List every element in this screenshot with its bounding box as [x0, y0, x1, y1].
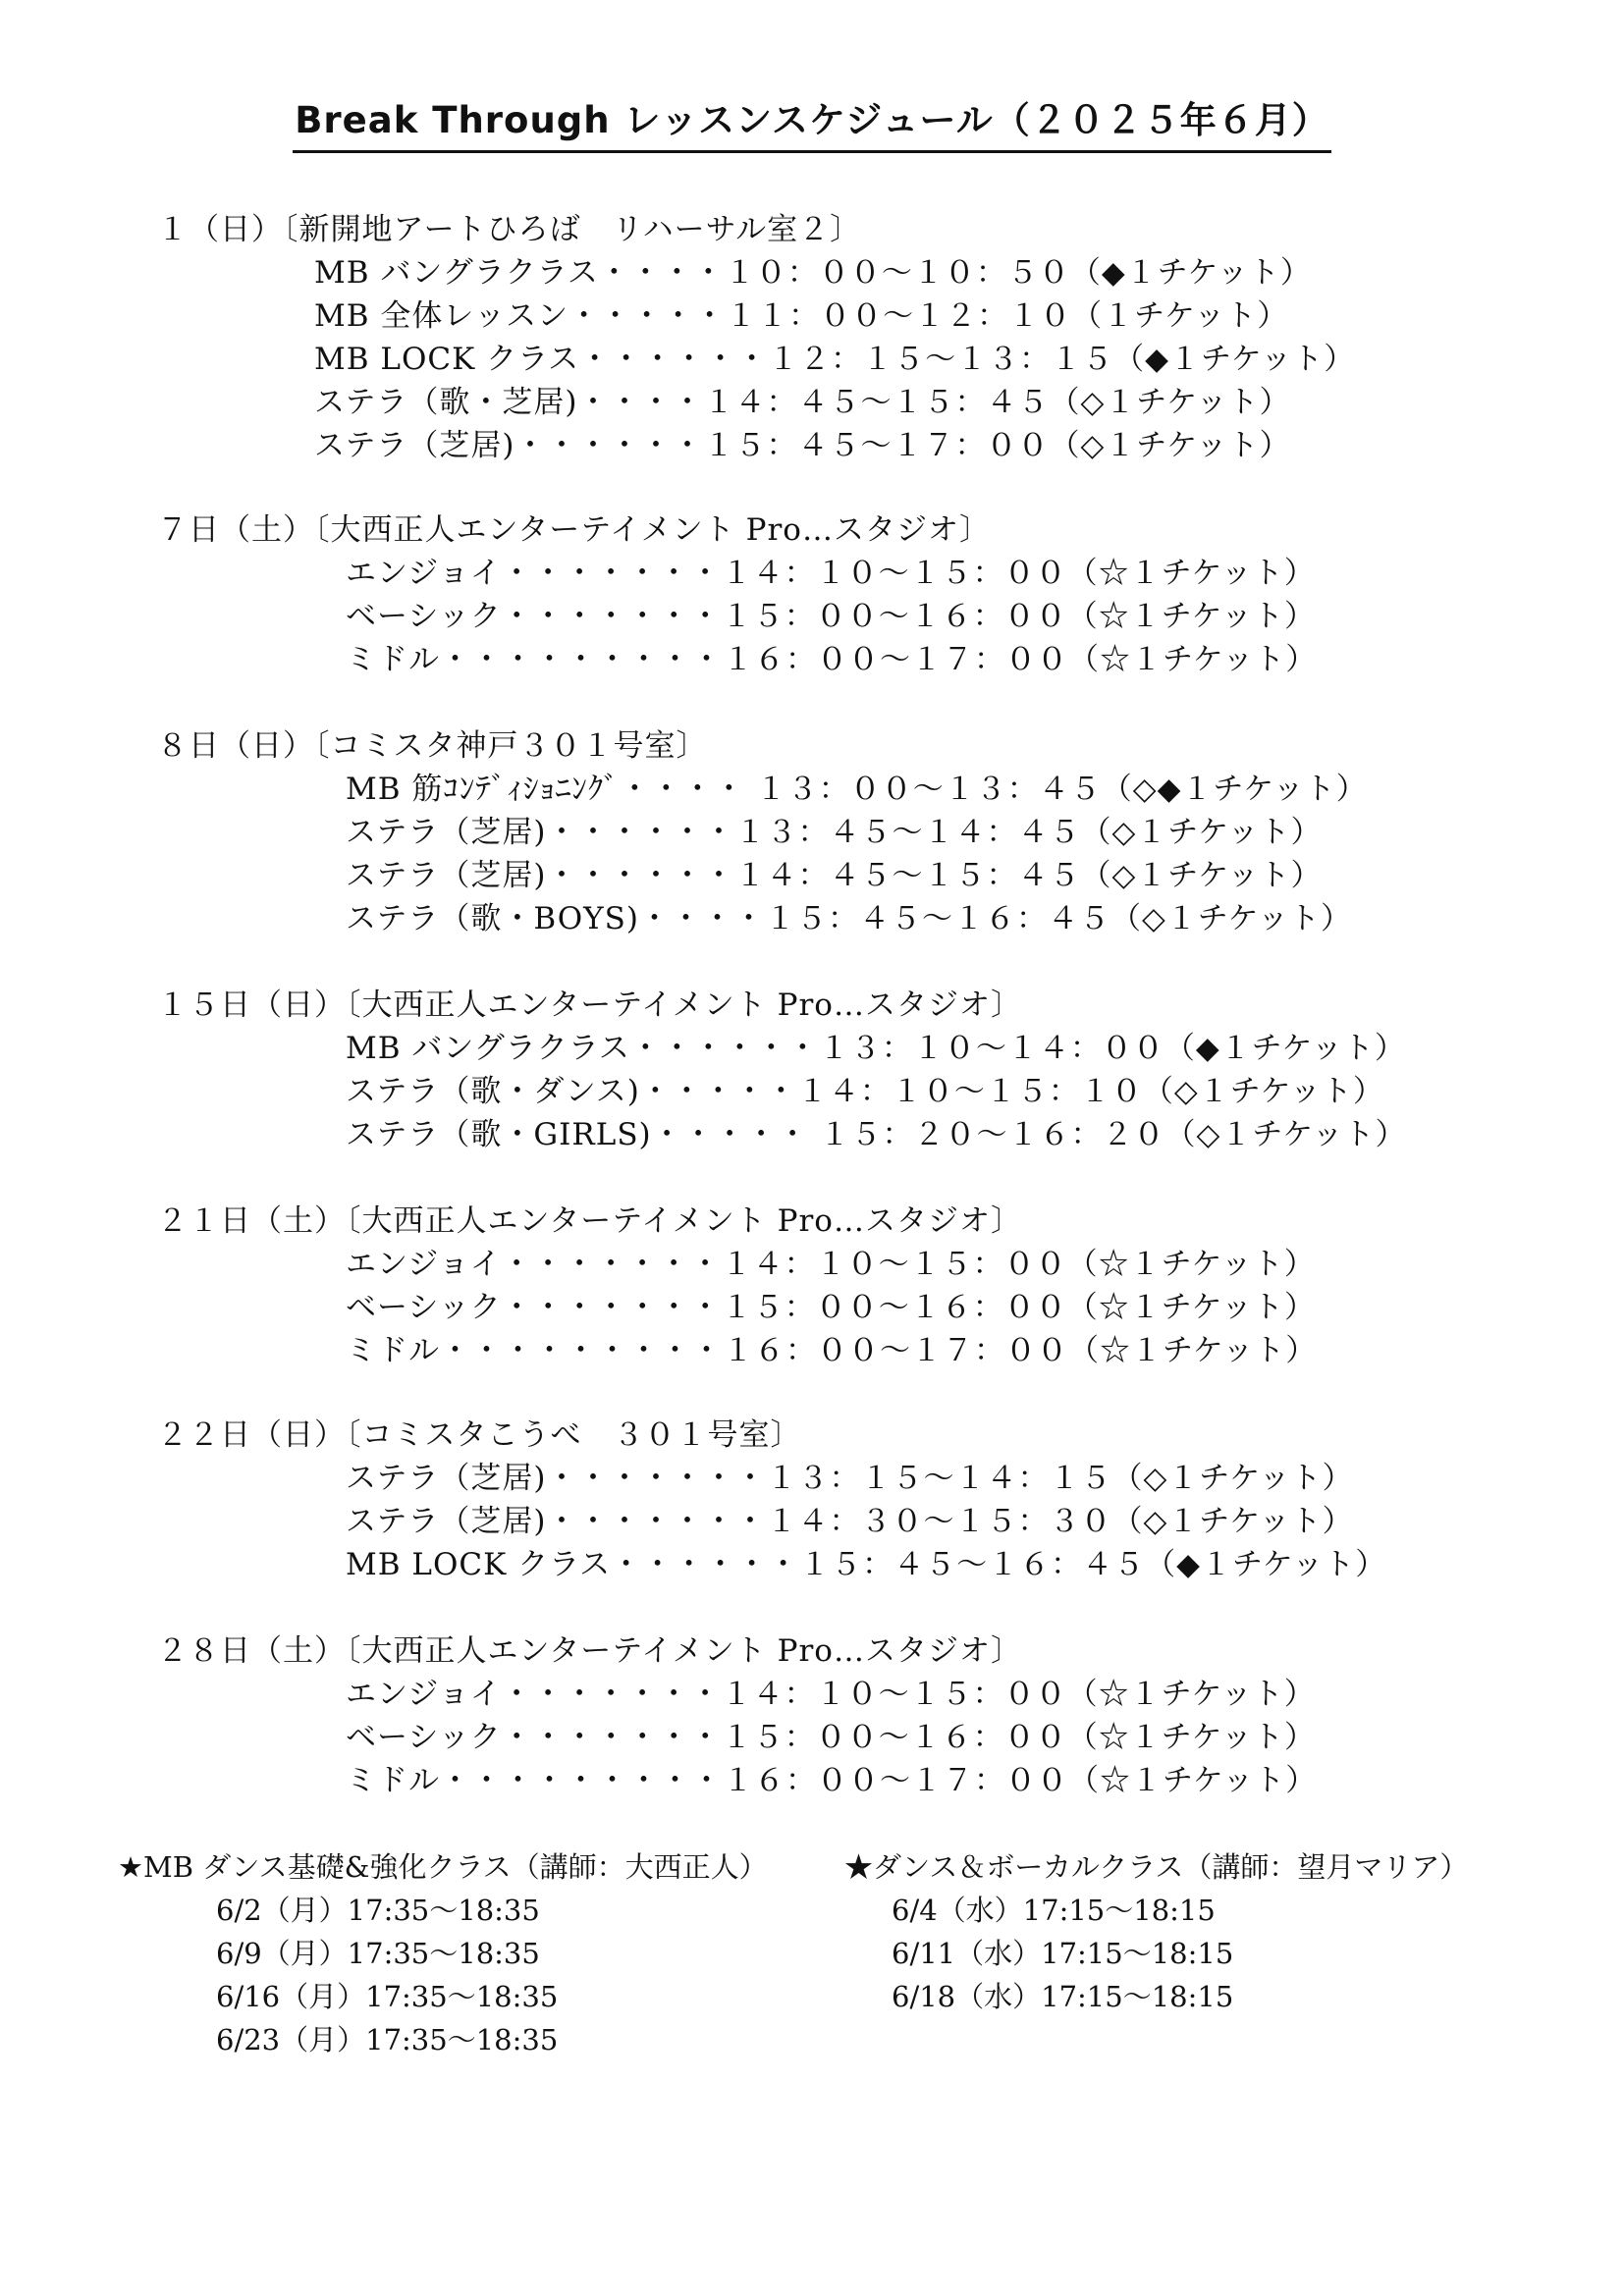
page-title-text: Break Through レッスンスケジュール（２０２５年６月）: [293, 93, 1331, 153]
day-header: ２１日（土）〔大西正人エンターテイメント Pro…スタジオ〕: [157, 1203, 1022, 1239]
extra-class-title-vocal: ★ダンス＆ボーカルクラス（講師：望月マリア）: [844, 1850, 1469, 1884]
lesson-row: MB LOCK クラス・・・・・・１２：１５〜１３：１５（◆１チケット）: [314, 342, 1356, 377]
lesson-row: MB 筋ｺﾝﾃﾞｨｼｮﾆﾝｸﾞ・・・・ １３：００〜１３：４５（◇◆１チケット）: [346, 772, 1368, 807]
lesson-row: ステラ（芝居)・・・・・・・１４：３０〜１５：３０（◇１チケット）: [346, 1504, 1354, 1539]
lesson-row: ミドル・・・・・・・・・１６：００〜１７：００（☆１チケット）: [346, 642, 1318, 677]
day-header: １（日）〔新開地アートひろば リハーサル室２〕: [157, 212, 862, 247]
day-header: ２８日（土）〔大西正人エンターテイメント Pro…スタジオ〕: [157, 1633, 1022, 1669]
lesson-row: エンジョイ・・・・・・・１４：１０〜１５：００（☆１チケット）: [346, 1247, 1316, 1282]
lesson-row: ステラ（芝居)・・・・・・１５：４５〜１７：００（◇１チケット）: [314, 428, 1291, 463]
extra-date-row: 6/16（月）17:35〜18:35: [216, 1980, 559, 2013]
lesson-row: ベーシック・・・・・・・１５：００〜１６：００（☆１チケット）: [346, 1290, 1316, 1325]
lesson-row: ベーシック・・・・・・・１５：００〜１６：００（☆１チケット）: [346, 599, 1316, 634]
lesson-row: ステラ（歌・BOYS)・・・・１５：４５〜１６：４５（◇１チケット）: [346, 901, 1352, 936]
extra-date-row: 6/18（水）17:15〜18:15: [892, 1980, 1234, 2013]
lesson-row: ステラ（芝居)・・・・・・１３：４５〜１４：４５（◇１チケット）: [346, 815, 1323, 850]
lesson-row: MB バングラクラス・・・・１０：００〜１０：５０（◆１チケット）: [314, 255, 1312, 291]
lesson-row: ベーシック・・・・・・・１５：００〜１６：００（☆１チケット）: [346, 1720, 1316, 1755]
day-header: ２２日（日）〔コミスタこうべ ３０１号室〕: [157, 1417, 802, 1453]
page-title: [0, 93, 1624, 153]
day-header: １５日（日）〔大西正人エンターテイメント Pro…スタジオ〕: [157, 988, 1022, 1023]
extra-class-title-mb: ★MB ダンス基礎&強化クラス（講師：大西正人）: [118, 1850, 768, 1884]
lesson-row: ステラ（歌・ダンス)・・・・・１４：１０〜１５：１０（◇１チケット）: [346, 1074, 1384, 1109]
lesson-row: MB LOCK クラス・・・・・・１５：４５〜１６：４５（◆１チケット）: [346, 1547, 1387, 1582]
lesson-row: ミドル・・・・・・・・・１６：００〜１７：００（☆１チケット）: [346, 1763, 1318, 1798]
lesson-row: ステラ（芝居)・・・・・・１４：４５〜１５：４５（◇１チケット）: [346, 858, 1323, 893]
lesson-row: エンジョイ・・・・・・・１４：１０〜１５：００（☆１チケット）: [346, 1677, 1316, 1712]
day-header: ８日（日）〔コミスタ神戸３０１号室〕: [157, 728, 708, 764]
lesson-row: ミドル・・・・・・・・・１６：００〜１７：００（☆１チケット）: [346, 1333, 1318, 1368]
extra-date-row: 6/23（月）17:35〜18:35: [216, 2023, 559, 2056]
extra-date-row: 6/11（水）17:15〜18:15: [892, 1937, 1234, 1970]
lesson-row: ステラ（芝居)・・・・・・・１３：１５〜１４：１５（◇１チケット）: [346, 1461, 1354, 1496]
extra-date-row: 6/9（月）17:35〜18:35: [216, 1937, 540, 1970]
lesson-row: MB バングラクラス・・・・・・１３：１０〜１４：００（◆１チケット）: [346, 1031, 1406, 1066]
day-header: ７日（土）〔大西正人エンターテイメント Pro…スタジオ〕: [157, 512, 991, 548]
extra-date-row: 6/2（月）17:35〜18:35: [216, 1894, 540, 1927]
lesson-row: ステラ（歌・芝居)・・・・１４：４５〜１５：４５（◇１チケット）: [314, 385, 1291, 420]
lesson-row: ステラ（歌・GIRLS)・・・・・ １５：２０〜１６：２０（◇１チケット）: [346, 1117, 1407, 1152]
lesson-row: エンジョイ・・・・・・・１４：１０〜１５：００（☆１チケット）: [346, 556, 1316, 591]
lesson-row: MB 全体レッスン・・・・・１１：００〜１２：１０（１チケット）: [314, 298, 1289, 334]
extra-date-row: 6/4（水）17:15〜18:15: [892, 1894, 1216, 1927]
